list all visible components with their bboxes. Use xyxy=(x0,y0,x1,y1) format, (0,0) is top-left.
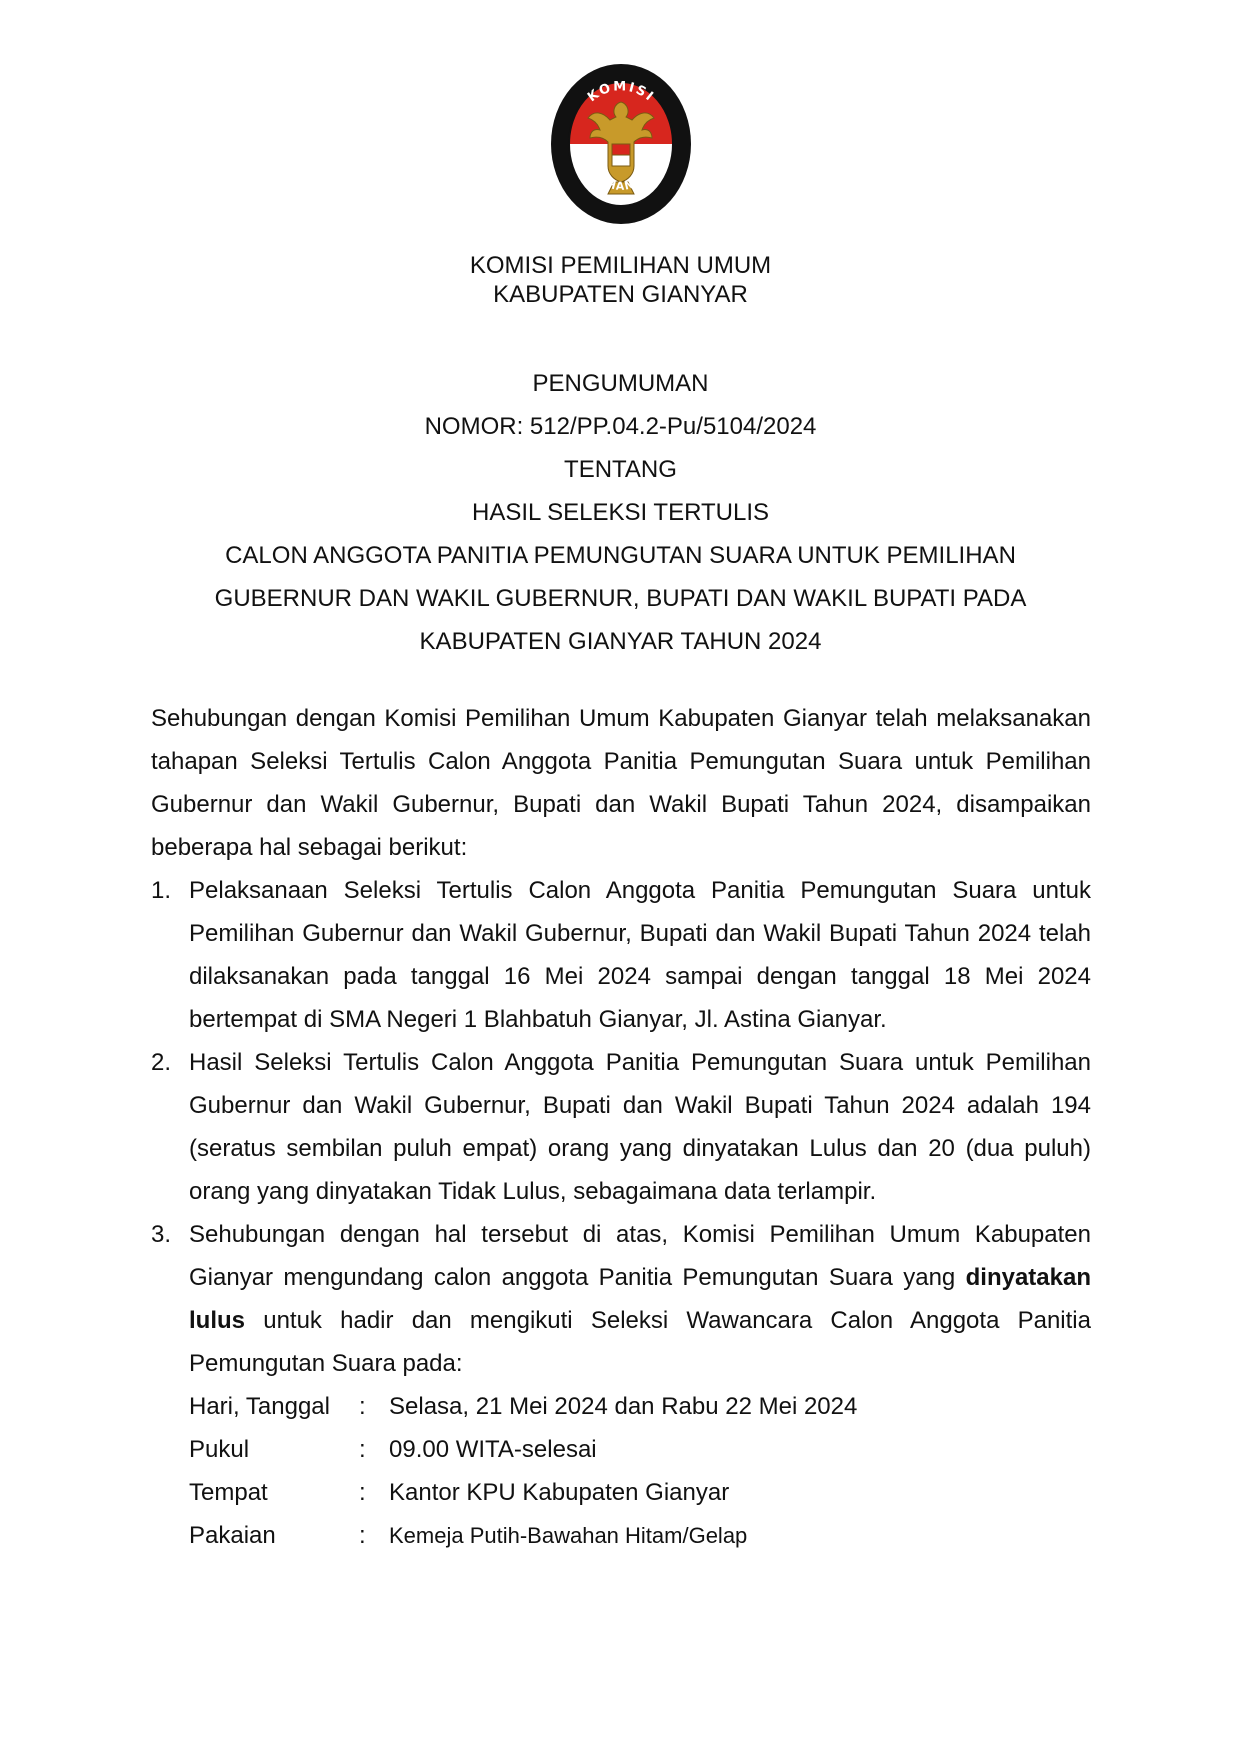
detail-value: Selasa, 21 Mei 2024 dan Rabu 22 Mei 2024 xyxy=(389,1393,858,1420)
detail-label: Hari, Tanggal xyxy=(189,1393,330,1420)
detail-colon: : xyxy=(359,1393,366,1420)
title-subject-line: GUBERNUR DAN WAKIL GUBERNUR, BUPATI DAN WAKIL BUPATI PADA xyxy=(214,585,1027,612)
detail-label: Tempat xyxy=(189,1479,268,1506)
list-item xyxy=(151,869,1091,1041)
item-text: untuk hadir dan mengikuti Seleksi Wawancara Calon Anggota Panitia Pemungutan Suara pada: xyxy=(189,1307,1091,1377)
intro-paragraph: Sehubungan dengan Komisi Pemilihan Umum Kabupaten Gianyar telah melaksanakan tahapan Seleksi Tertulis Calon Anggota Panitia Pemungutan Suara untuk Pemilihan Gubernur dan Wakil Gubernur, Bupati dan Wakil Bupati Tahun 2024, disampaikan beberapa hal sebagai berikut: xyxy=(151,705,1091,861)
item-text-emphasis: dinyatakan lulus xyxy=(189,1264,1091,1334)
item-number: 3. xyxy=(151,1221,172,1248)
org-name: KOMISI PEMILIHAN UMUM xyxy=(469,252,772,279)
detail-colon: : xyxy=(359,1479,366,1506)
title-number: NOMOR: 512/PP.04.2-Pu/5104/2024 xyxy=(424,413,817,440)
title-about: TENTANG xyxy=(564,456,677,483)
detail-value: Kemeja Putih-Bawahan Hitam/Gelap xyxy=(389,1523,748,1548)
interview-details xyxy=(189,1385,1091,1557)
item-number: 1. xyxy=(151,877,172,904)
detail-value: Kantor KPU Kabupaten Gianyar xyxy=(389,1479,730,1506)
detail-row xyxy=(189,1428,1091,1471)
title-subject: HASIL SELEKSI TERTULIS xyxy=(471,499,769,526)
kpu-logo xyxy=(548,62,694,226)
title-subject-line: KABUPATEN GIANYAR TAHUN 2024 xyxy=(419,628,822,655)
detail-row xyxy=(189,1385,1091,1428)
svg-text:PEMILIHAN UMUM: PEMILIHAN UMUM xyxy=(572,148,670,193)
detail-colon: : xyxy=(359,1522,366,1549)
list-item xyxy=(151,1041,1091,1213)
title-subject-line: CALON ANGGOTA PANITIA PEMUNGUTAN SUARA UNTUK PEMILIHAN xyxy=(225,542,1016,569)
announcement-title xyxy=(0,362,1241,663)
kpu-emblem-icon xyxy=(548,62,694,226)
item-list xyxy=(151,869,1091,1557)
svg-text:KOMISI: KOMISI xyxy=(585,79,658,106)
detail-row xyxy=(189,1471,1091,1514)
title-heading: PENGUMUMAN xyxy=(532,370,709,397)
detail-label: Pakaian xyxy=(189,1522,276,1549)
detail-value: 09.00 WITA-selesai xyxy=(389,1436,597,1463)
detail-row xyxy=(189,1514,1091,1557)
detail-colon: : xyxy=(359,1436,366,1463)
org-region: KABUPATEN GIANYAR xyxy=(493,281,748,308)
detail-label: Pukul xyxy=(189,1436,250,1463)
item-number: 2. xyxy=(151,1049,172,1076)
item-text: Pelaksanaan Seleksi Tertulis Calon Anggota Panitia Pemungutan Suara untuk Pemilihan Gubernur dan Wakil Gubernur, Bupati dan Wakil Bupati Tahun 2024 telah dilaksanakan pada tanggal 16 Mei 2024 sampai dengan tanggal 18 Mei 2024 bertempat di SMA Negeri 1 Blahbatuh Gianyar, Jl. Astina Gianyar. xyxy=(189,877,1091,1033)
item-text: Hasil Seleksi Tertulis Calon Anggota Panitia Pemungutan Suara untuk Pemilihan Gubernur dan Wakil Gubernur, Bupati dan Wakil Bupati Tahun 2024 adalah 194 (seratus sembilan puluh empat) orang yang dinyatakan Lulus dan 20 (dua puluh) orang yang dinyatakan Tidak Lulus, sebagaimana data terlampir. xyxy=(189,1049,1091,1205)
list-item xyxy=(151,1213,1091,1557)
item-text: Sehubungan dengan hal tersebut di atas, Komisi Pemilihan Umum Kabupaten Gianyar mengundang calon anggota Panitia Pemungutan Suara yang xyxy=(189,1221,1091,1291)
announcement-body xyxy=(151,697,1091,1557)
